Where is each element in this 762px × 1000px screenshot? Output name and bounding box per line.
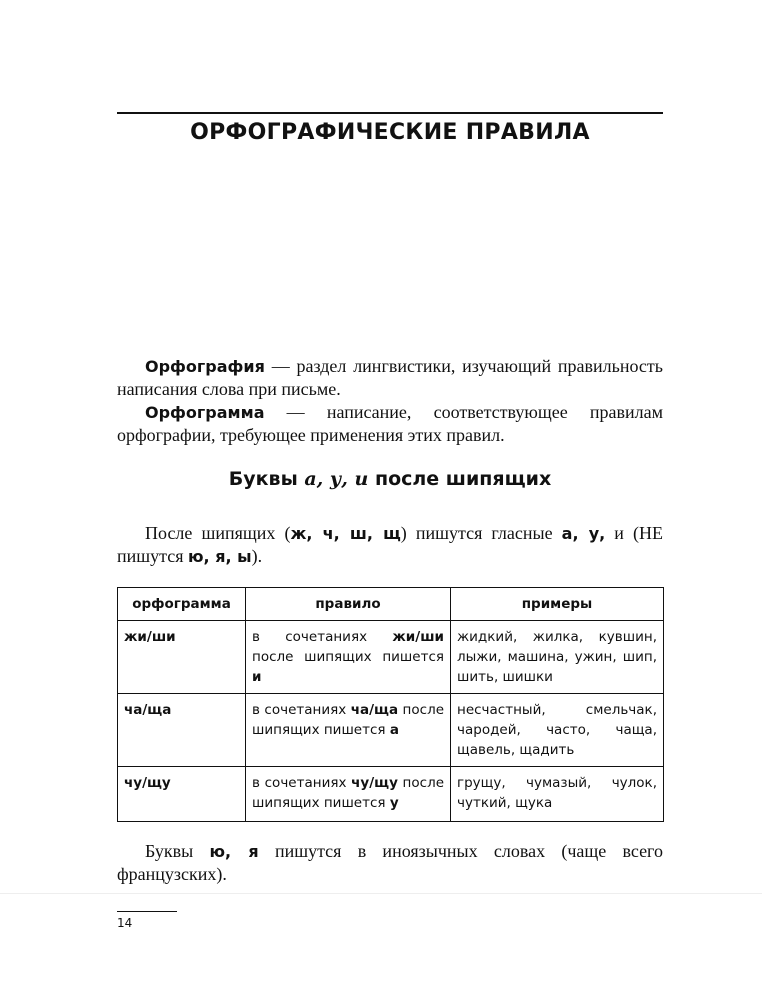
- cell-rule: [246, 767, 451, 822]
- rule-text: в сочетаниях: [252, 775, 352, 791]
- intro-part: ) пишутся гласные: [400, 523, 562, 543]
- rule-combo: ча/ща: [350, 702, 399, 718]
- rule-combo: чу/щу: [351, 775, 398, 791]
- header-examples: примеры: [451, 588, 664, 621]
- rule-combo: жи/ши: [392, 629, 444, 645]
- outro-part: Буквы: [145, 841, 210, 861]
- rule-letter: и: [252, 669, 262, 685]
- header-orthogram: орфограмма: [118, 588, 246, 621]
- rule-letter: а: [389, 722, 399, 738]
- cell-orthogram: ча/ща: [118, 694, 246, 767]
- cell-examples: грущу, чумазый, чулок, чуткий, щука: [451, 767, 664, 822]
- definition-text: — раздел лингвистики, изучающий правильность написания слова при письме.: [117, 356, 663, 399]
- definition-term: Орфография: [145, 357, 265, 376]
- rule-text: в сочетаниях: [252, 702, 351, 718]
- chapter-title: ОРФОГРАФИЧЕСКИЕ ПРАВИЛА: [190, 120, 590, 145]
- page-edge-line: [0, 893, 762, 894]
- definition-orthogram: [117, 401, 663, 447]
- definitions: [117, 355, 663, 447]
- intro-part: ).: [251, 546, 263, 566]
- outro-letters: ю, я: [209, 842, 259, 861]
- definition-text: — написание, соответствующее правилам орфографии, требующее применения этих правил.: [117, 402, 663, 445]
- cell-rule: [246, 694, 451, 767]
- table-row: [118, 621, 664, 694]
- heading-prefix: Буквы: [228, 468, 305, 490]
- rule-text: в сочетаниях: [252, 629, 393, 645]
- table-row: [118, 694, 664, 767]
- intro-part: и (НЕ пишутся: [117, 523, 664, 566]
- section-heading: [117, 468, 663, 490]
- page-number: 14: [117, 916, 133, 930]
- rule-text: после шипящих пишется: [252, 649, 444, 665]
- heading-suffix: после шипящих: [368, 468, 552, 490]
- heading-letters: а, у, и: [304, 468, 369, 490]
- intro-paragraph: [117, 522, 663, 568]
- intro-forbidden: ю, я, ы: [187, 547, 252, 566]
- cell-orthogram: жи/ши: [118, 621, 246, 694]
- top-rule: [117, 112, 663, 114]
- intro-part: После шипящих (: [145, 523, 291, 543]
- cell-rule: [246, 621, 451, 694]
- definition-term: Орфограмма: [145, 403, 265, 422]
- rules-table: [117, 587, 664, 822]
- rule-letter: у: [389, 795, 399, 811]
- outro-part: пишутся в иноязычных словах (чаще всего французских).: [117, 841, 663, 884]
- cell-examples: жидкий, жилка, кувшин, лыжи, машина, ужин, шип, шить, шишки: [451, 621, 664, 694]
- footer-rule: [117, 911, 177, 912]
- intro-consonants: ж, ч, ш, щ: [290, 524, 401, 543]
- intro-vowels: а, у,: [561, 524, 606, 543]
- table-row: [118, 767, 664, 822]
- outro-paragraph: [117, 840, 663, 886]
- cell-examples: несчастный, смельчак, чародей, часто, чаща, щавель, щадить: [451, 694, 664, 767]
- definition-orthography: [117, 355, 663, 401]
- table-header-row: [118, 588, 664, 621]
- intro-text: [117, 522, 663, 568]
- header-rule: правило: [246, 588, 451, 621]
- rule-text: после шипящих пишется: [252, 775, 444, 811]
- rule-text: после шипящих пишется: [252, 702, 444, 738]
- cell-orthogram: чу/щу: [118, 767, 246, 822]
- outro-text: [117, 840, 663, 886]
